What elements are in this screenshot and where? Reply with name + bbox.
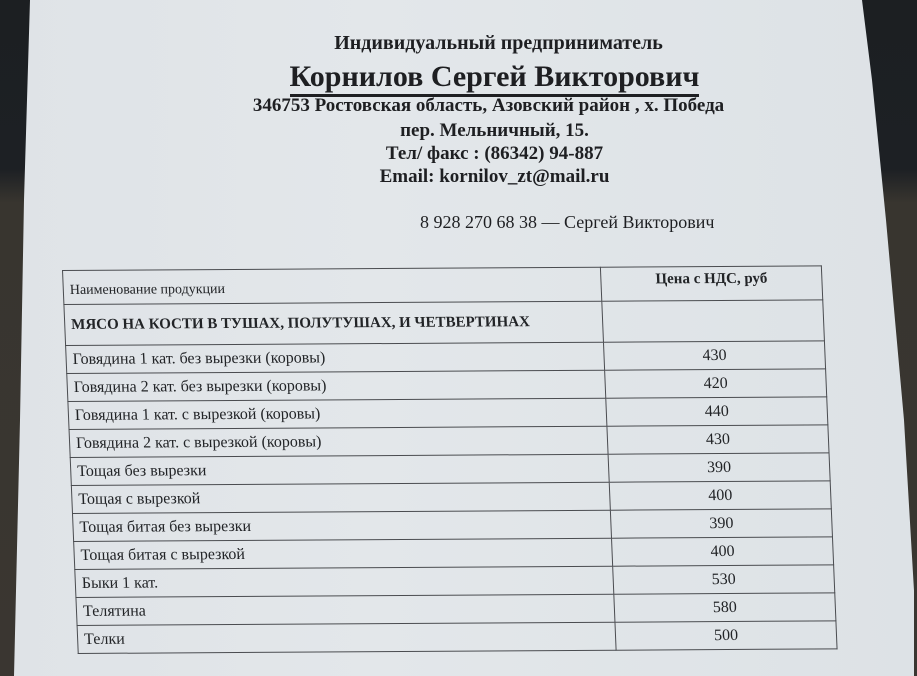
product-name: Говядина 2 кат. с вырезкой (коровы) — [69, 426, 608, 457]
product-name: Быки 1 кат. — [75, 566, 614, 597]
section-price — [602, 300, 825, 342]
column-header-price: Цена с НДС, руб — [600, 266, 822, 301]
price-table — [62, 265, 838, 654]
product-price: 500 — [615, 621, 837, 650]
phone-fax: Тел/ факс : (86342) 94-887 — [385, 143, 604, 164]
product-price: 440 — [606, 397, 828, 426]
product-price: 430 — [603, 341, 825, 370]
price-table-container — [62, 265, 868, 654]
product-price: 390 — [610, 509, 832, 538]
product-name: Говядина 1 кат. без вырезки (коровы) — [66, 342, 605, 373]
product-price: 430 — [607, 425, 829, 454]
product-price: 400 — [612, 537, 834, 566]
product-price: 420 — [605, 369, 827, 398]
owner-name-line — [36, 60, 917, 94]
product-name: Тощая битая с вырезкой — [74, 538, 613, 569]
product-name: Говядина 1 кат. с вырезкой (коровы) — [68, 398, 607, 429]
product-name: Телятина — [76, 594, 615, 625]
table-header-row — [63, 266, 823, 305]
table-row — [77, 621, 837, 654]
product-price: 390 — [608, 453, 830, 482]
mobile-contact: 8 928 270 68 38 — Сергей Викторович — [420, 212, 715, 232]
address-line-2: пер. Мельничный, 15. — [400, 120, 589, 141]
product-name: Телки — [77, 622, 616, 653]
email: Email: kornilov_zt@mail.ru — [379, 166, 610, 187]
address-line-1: 346753 Ростовская область, Азовский район , х. Победа — [252, 95, 725, 116]
product-price: 580 — [614, 593, 836, 622]
product-name: Тощая без вырезки — [70, 454, 609, 485]
product-name: Тощая с вырезкой — [71, 482, 610, 513]
product-price: 530 — [613, 565, 835, 594]
owner-name: Корнилов Сергей Викторович — [290, 60, 700, 97]
product-price: 400 — [609, 481, 831, 510]
section-row — [64, 300, 825, 346]
entrepreneur-title: Индивидуальный предприниматель — [334, 32, 663, 54]
section-title: МЯСО НА КОСТИ В ТУШАХ, ПОЛУТУШАХ, И ЧЕТВЕРТИНАХ — [64, 301, 604, 345]
product-name: Говядина 2 кат. без вырезки (коровы) — [67, 370, 606, 401]
product-name: Тощая битая без вырезки — [72, 510, 611, 541]
column-header-name: Наименование продукции — [63, 267, 602, 304]
